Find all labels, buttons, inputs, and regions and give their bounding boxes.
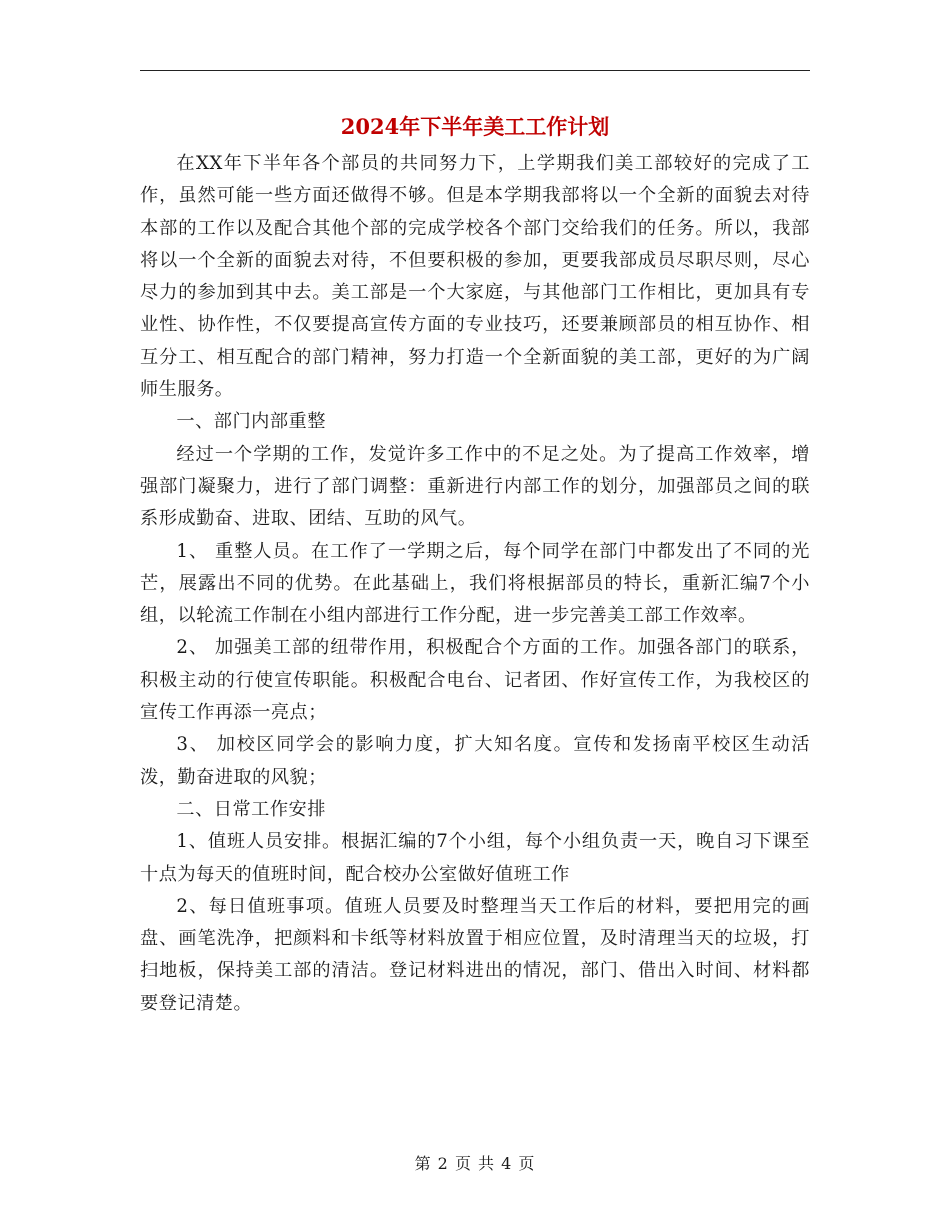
section-2-item-1: 1、值班人员安排。根据汇编的7个小组，每个小组负责一天，晚自习下课至十点为每天的值班时间，配合校办公室做好值班工作 bbox=[140, 831, 810, 885]
section-1-item-1: 1、 重整人员。在工作了一学期之后，每个同学在部门中都发出了不同的光芒，展露出不同的优势。在此基础上，我们将根据部员的特长，重新汇编7个小组，以轮流工作制在小组内部进行工作分配，进一步完善美工部工作效率。 bbox=[140, 540, 810, 627]
section-2-item-2: 2、每日值班事项。值班人员要及时整理当天工作后的材料，要把用完的画盘、画笔洗净，把颜料和卡纸等材料放置于相应位置，及时清理当天的垃圾，打扫地板，保持美工部的清洁。登记材料进出的情况，部门、借出入时间、材料都要登记清楚。 bbox=[140, 895, 810, 1014]
document-body bbox=[140, 148, 810, 1020]
section-heading-2: 二、日常工作安排 bbox=[176, 798, 326, 820]
header-rule bbox=[140, 70, 810, 71]
section-1-item-3: 3、 加校区同学会的影响力度，扩大知名度。宣传和发扬南平校区生动活泼，勤奋进取的风貌； bbox=[140, 734, 810, 788]
page-number-footer: 第 2 页 共 4 页 bbox=[414, 1154, 536, 1173]
document-title: 2024年下半年美工工作计划 bbox=[340, 114, 610, 139]
section-1-item-2: 2、 加强美工部的纽带作用，积极配合个方面的工作。加强各部门的联系，积极主动的行使宣传职能。积极配合电台、记者团、作好宣传工作，为我校区的宣传工作再添一亮点； bbox=[140, 637, 810, 724]
section-1-intro-paragraph: 经过一个学期的工作，发觉许多工作中的不足之处。为了提高工作效率，增强部门凝聚力，进行了部门调整：重新进行内部工作的划分，加强部员之间的联系形成勤奋、进取、团结、互助的风气。 bbox=[140, 443, 810, 530]
intro-paragraph: 在XX年下半年各个部员的共同努力下，上学期我们美工部较好的完成了工作，虽然可能一些方面还做得不够。但是本学期我部将以一个全新的面貌去对待本部的工作以及配合其他个部的完成学校各个部门交给我们的任务。所以，我部将以一个全新的面貌去对待，不但要积极的参加，更要我部成员尽职尽则，尽心尽力的参加到其中去。美工部是一个大家庭，与其他部门工作相比，更加具有专业性、协作性，不仅要提高宣传方面的专业技巧，还要兼顾部员的相互协作、相互分工、相互配合的部门精神，努力打造一个全新面貌的美工部，更好的为广阔师生服务。 bbox=[140, 153, 810, 401]
section-heading-1: 一、部门内部重整 bbox=[176, 411, 326, 433]
